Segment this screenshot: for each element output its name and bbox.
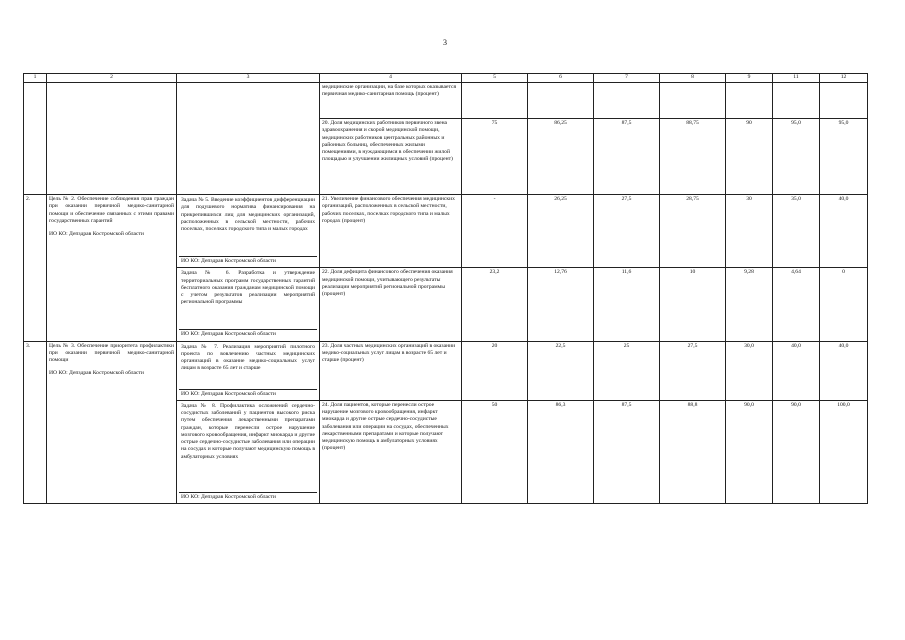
value-cell: 0 xyxy=(820,268,868,341)
column-header: 4 xyxy=(320,74,462,83)
value-cell: 40,0 xyxy=(773,341,820,400)
table-row xyxy=(24,341,868,400)
value-cell xyxy=(773,83,820,119)
task-responsible: ИО КО: Депздрав Костромской области xyxy=(179,492,317,502)
value-cell: 88,75 xyxy=(660,119,726,195)
goal-text: Цель № 2. Обеспечение соблюдения прав граждан при оказании первичной медико-санитарной помощи и обеспечение связанных с этими правами государственных гарантий xyxy=(49,196,174,224)
value-cell: 90,0 xyxy=(773,400,820,503)
value-cell: 87,5 xyxy=(594,119,660,195)
value-cell xyxy=(594,83,660,119)
task-text: Задача № 6. Разработка и утверждение территориальных программ государственных гарантий бесплатного оказания гражданам медицинской помощи с учетом результатов реализации мероприятий региональной программы xyxy=(181,270,315,306)
value-cell: 25 xyxy=(594,341,660,400)
task-text: Задача № 5. Введение коэффициентов дифференциации для подушевого норматива финансирования на прикрепившихся лиц для медицинских организаций, расположенных в сельской местности, рабочих поселках, поселках городского типа и малых городах xyxy=(181,197,315,233)
goal-responsible: ИО КО: Депздрав Костромской области xyxy=(49,231,144,238)
value-cell xyxy=(462,83,528,119)
task-cell xyxy=(177,341,320,400)
value-cell: 90 xyxy=(726,119,773,195)
value-cell: 30,0 xyxy=(726,341,773,400)
value-cell: 22,5 xyxy=(528,341,594,400)
task-responsible: ИО КО: Депздрав Костромской области xyxy=(179,389,317,399)
value-cell: 23,2 xyxy=(462,268,528,341)
goal-cell xyxy=(47,83,177,195)
value-cell: 87,5 xyxy=(594,400,660,503)
value-cell: 95,0 xyxy=(773,119,820,195)
goal-cell xyxy=(47,195,177,342)
column-header: 1 xyxy=(24,74,47,83)
value-cell: 40,0 xyxy=(820,195,868,268)
value-cell: 12,76 xyxy=(528,268,594,341)
column-header: 6 xyxy=(528,74,594,83)
column-header: 3 xyxy=(177,74,320,83)
task-cell xyxy=(177,195,320,268)
task-responsible: ИО КО: Депздрав Костромской области xyxy=(179,256,317,266)
task-text: Задача № 8. Профилактика осложнений сердечно-сосудистых заболеваний у пациентов высокого риска путем обеспечения лекарственными препаратами граждан, которые перенесли острое нарушение мозгового кровообращения, инфаркт миокарда и другие острые сердечно-сосудистые заболевания или операции на сосудах и которые получают медицинскую помощь в амбулаторных условиях xyxy=(181,402,315,460)
value-cell xyxy=(820,83,868,119)
page-number: 3 xyxy=(443,38,447,47)
indicator-cell: 23. Доля частных медицинских организаций в оказании медико-социальных услуг лицам в возрасте 65 лет и старше (процент) xyxy=(320,341,462,400)
value-cell: 95,0 xyxy=(820,119,868,195)
value-cell xyxy=(528,83,594,119)
value-cell: 11,6 xyxy=(594,268,660,341)
value-cell xyxy=(726,83,773,119)
task-cell xyxy=(177,400,320,503)
value-cell: 26,25 xyxy=(528,195,594,268)
row-number-cell xyxy=(24,83,47,195)
value-cell: 20 xyxy=(462,341,528,400)
value-cell: 40,0 xyxy=(820,341,868,400)
goal-text: Цель № 3. Обеспечение приоритета профилактики при оказании первичной медико-санитарной помощи xyxy=(49,342,174,364)
value-cell: 27,5 xyxy=(594,195,660,268)
value-cell: 10 xyxy=(660,268,726,341)
value-cell: 90,0 xyxy=(726,400,773,503)
indicator-cell: медицинские организации, на базе которых оказывается первичная медико-санитарная помощь (процент) xyxy=(320,83,462,119)
column-header: 2 xyxy=(47,74,177,83)
row-number-cell: 3. xyxy=(24,341,47,504)
value-cell: 86,25 xyxy=(528,119,594,195)
task-text: Задача № 7. Реализация мероприятий пилотного проекта по вовлечению частных медицинских организаций в оказание медико-социальных услуг лицам в возрасте 65 лет и старше xyxy=(181,343,315,372)
task-cell xyxy=(177,268,320,341)
value-cell: 100,0 xyxy=(820,400,868,503)
value-cell: 35,0 xyxy=(773,195,820,268)
column-header: 9 xyxy=(726,74,773,83)
value-cell: 30 xyxy=(726,195,773,268)
task-responsible: ИО КО: Депздрав Костромской области xyxy=(179,329,317,339)
indicators-table xyxy=(23,73,868,504)
value-cell: 4,64 xyxy=(773,268,820,341)
goal-responsible: ИО КО: Депздрав Костромской области xyxy=(49,370,144,377)
value-cell: 9,28 xyxy=(726,268,773,341)
value-cell: 50 xyxy=(462,400,528,503)
column-header: 7 xyxy=(594,74,660,83)
indicator-cell: 21. Увеличение финансового обеспечения медицинских организаций, расположенных в сельской местности, рабочих поселках, поселках городского типа и малых городах (процент) xyxy=(320,195,462,268)
column-header: 11 xyxy=(773,74,820,83)
value-cell: 86,3 xyxy=(528,400,594,503)
value-cell: - xyxy=(462,195,528,268)
row-number-cell: 2. xyxy=(24,195,47,342)
indicator-cell: 22. Доля дефицита финансового обеспечения оказания медицинской помощи, учитывающего результаты реализации мероприятий региональной программы (процент) xyxy=(320,268,462,341)
column-header: 8 xyxy=(660,74,726,83)
value-cell xyxy=(660,83,726,119)
header-row xyxy=(24,74,868,83)
value-cell: 28,75 xyxy=(660,195,726,268)
table-row xyxy=(24,195,868,268)
value-cell: 75 xyxy=(462,119,528,195)
goal-cell xyxy=(47,341,177,504)
indicator-cell: 20. Доля медицинских работников первичного звена здравоохранения и скорой медицинской помощи, медицинских работников центральных районных и районных больниц, обеспеченных жилыми помещениями, в нуждающимся в обеспечении жилой площадью и улучшении жилищных условий (процент) xyxy=(320,119,462,195)
indicator-cell: 24. Доля пациентов, которые перенесли острое нарушение мозгового кровообращения, инфаркт миокарда и другие острые сердечно-сосудистые заболевания или операции на сосудах, обеспеченных лекарственными препаратами и которые получают медицинскую помощь в амбулаторных условиях (процент) xyxy=(320,400,462,503)
task-cell xyxy=(177,83,320,195)
column-header: 12 xyxy=(820,74,868,83)
column-header: 5 xyxy=(462,74,528,83)
table-row xyxy=(24,83,868,119)
value-cell: 88,8 xyxy=(660,400,726,503)
value-cell: 27,5 xyxy=(660,341,726,400)
